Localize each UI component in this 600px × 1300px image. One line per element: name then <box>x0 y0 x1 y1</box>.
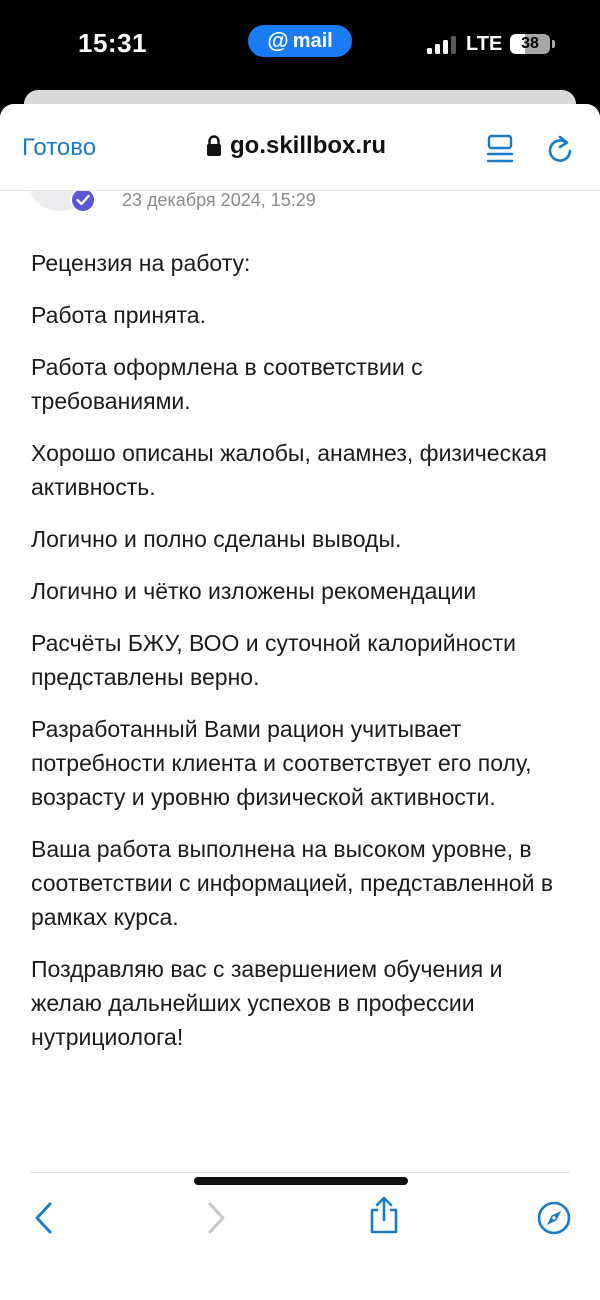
forward-icon[interactable] <box>198 1200 234 1236</box>
reload-icon[interactable] <box>545 133 575 165</box>
paragraph: Логично и чётко изложены рекомендации <box>31 578 477 604</box>
review-text <box>31 246 576 1072</box>
browser-nav-bar <box>0 104 600 191</box>
paragraph: Логично и полно сделаны выводы. <box>31 526 402 552</box>
back-icon[interactable] <box>26 1200 62 1236</box>
paragraph: Расчёты БЖУ, ВОО и суточной калорийности представлены верно. <box>31 630 516 690</box>
mail-pill-label: mail <box>292 29 333 52</box>
paragraph: Ваша работа выполнена на высоком уровне, в соответствии с информацией, представленной в рамках курса. <box>31 836 554 930</box>
toolbar-divider <box>30 1172 570 1173</box>
done-button[interactable]: Готово <box>22 134 97 161</box>
in-app-browser-sheet <box>0 104 600 1300</box>
browser-toolbar <box>0 1172 600 1300</box>
paragraph: Работа оформлена в соответствии с требованиями. <box>31 354 423 414</box>
paragraph: Разработанный Вами рацион учитывает потребности клиента и соответствует его полу, возрасту и уровню физической активности. <box>31 716 532 810</box>
paragraph: Рецензия на работу: <box>31 250 251 276</box>
cellular-signal-icon <box>427 36 457 54</box>
status-bar <box>0 0 600 90</box>
compass-icon[interactable] <box>536 1200 572 1236</box>
lock-icon <box>206 134 222 158</box>
url-bar[interactable] <box>206 132 386 160</box>
battery-icon <box>510 34 550 54</box>
share-icon[interactable] <box>366 1194 402 1236</box>
paragraph: Поздравляю вас с завершением обучения и желаю дальнейших успехов в профессии нутрициолога! <box>31 956 503 1050</box>
status-time: 15:31 <box>78 28 147 58</box>
paragraph: Хорошо описаны жалобы, анамнез, физическая активность. <box>31 440 547 500</box>
verified-check-icon <box>70 191 96 213</box>
paragraph: Работа принята. <box>31 302 206 328</box>
mail-app-pill[interactable] <box>248 25 352 57</box>
battery-percent: 38 <box>521 35 539 52</box>
message-content <box>0 191 600 1171</box>
battery-cap <box>552 40 555 48</box>
at-icon: @ <box>267 28 289 53</box>
reader-mode-icon[interactable] <box>486 134 514 164</box>
message-date: 23 декабря 2024, 15:29 <box>122 191 316 210</box>
network-type: LTE <box>466 33 503 55</box>
home-indicator <box>194 1177 408 1185</box>
url-text: go.skillbox.ru <box>230 132 387 159</box>
